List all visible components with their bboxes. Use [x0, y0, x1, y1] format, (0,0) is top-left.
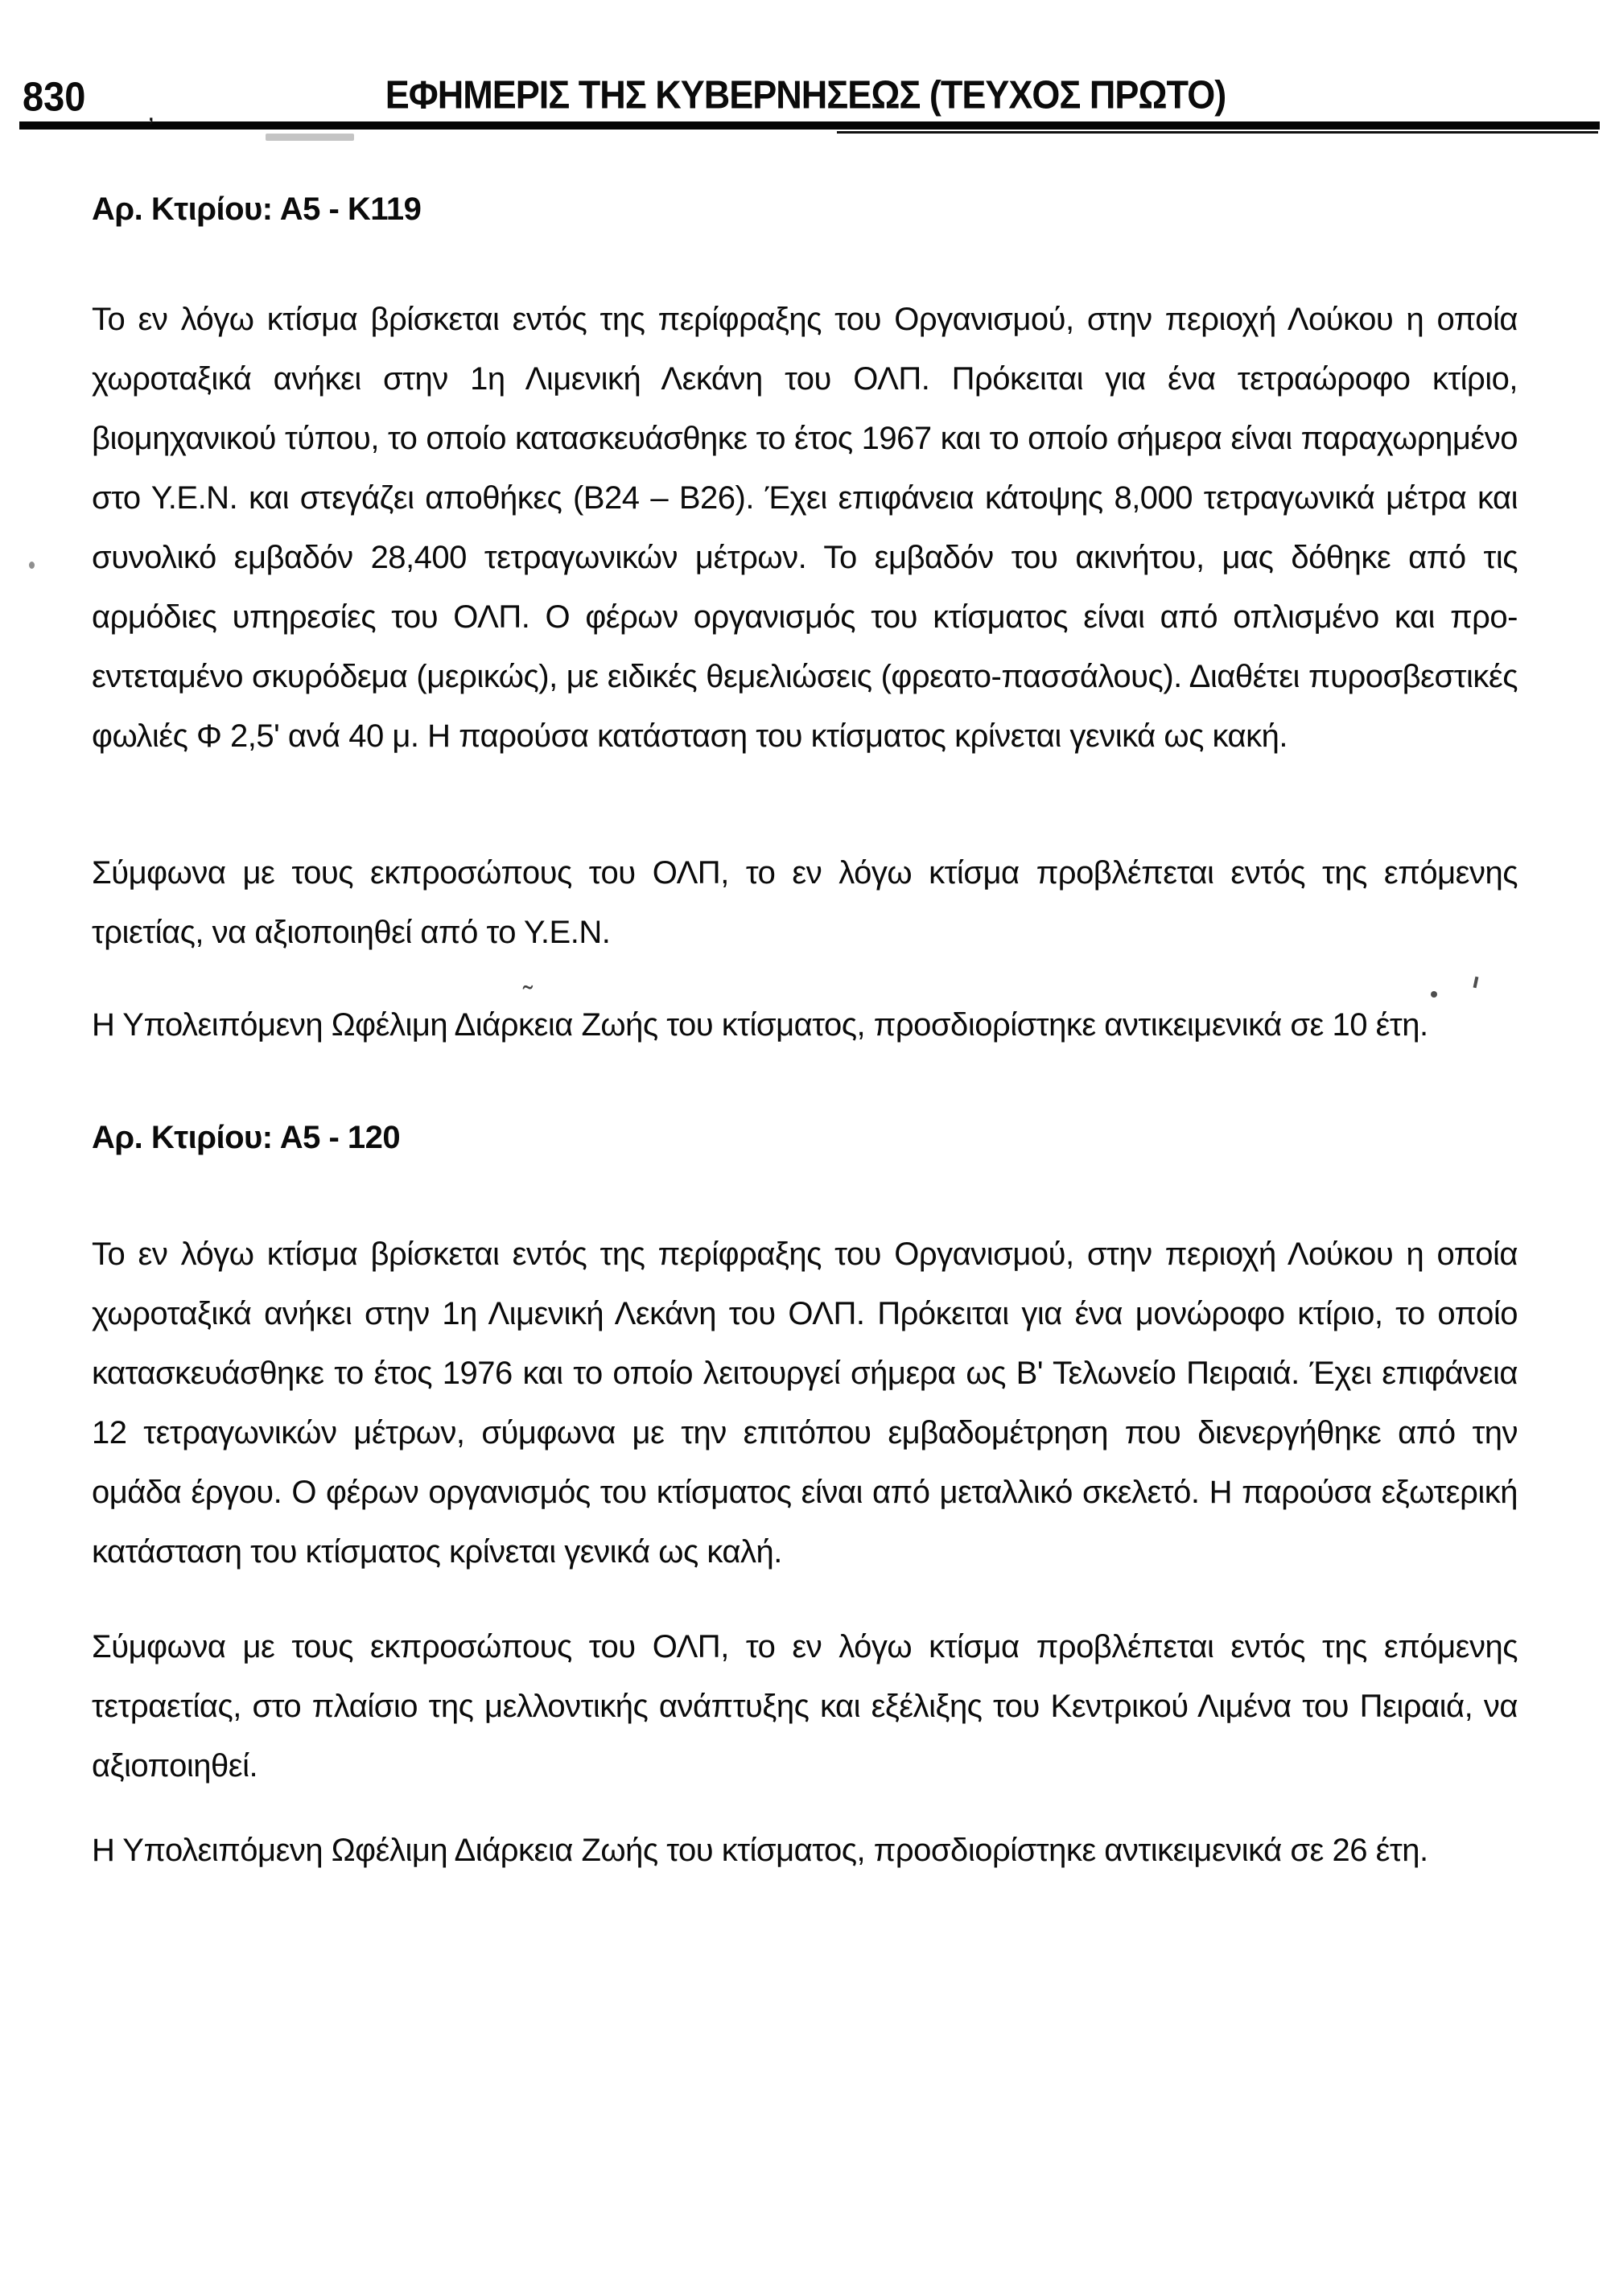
scan-smudge — [266, 134, 354, 141]
gazette-header-title: ΕΦΗΜΕΡΙΣ ΤΗΣ ΚΥΒΕΡΝΗΣΕΩΣ (ΤΕΥΧΟΣ ΠΡΩΤΟ) — [385, 72, 1226, 117]
header-rule — [19, 121, 1600, 130]
building-description-paragraph: Το εν λόγω κτίσμα βρίσκεται εντός της περίφραξης του Οργανισμού, στην περιοχή Λούκου η οποία χωροταξικά ανήκει στην 1η Λιμενική Λεκάνη του ΟΛΠ. Πρόκειται για ένα τετραώροφο κτίριο, βιομηχανικού τύπου, το οποίο κατασκευάσθηκε το έτος 1967 και το οποίο σήμερα είναι παραχωρημένο στο Υ.Ε.Ν. και στεγάζει αποθήκες (Β24 – Β26). Έχει επιφάνεια κάτοψης 8,000 τετραγωνικά μέτρα και συνολικό εμβαδόν 28,400 τετραγωνικών μέτρων. Το εμβαδόν του ακινήτου, μας δόθηκε από τις αρμόδιες υπηρεσίες του ΟΛΠ. Ο φέρων οργανισμός του κτίσματος είναι από οπλισμένο και προ-εντεταμένο σκυρόδεμα (μερικώς), με ειδικές θεμελιώσεις (φρεατο-πασσάλους). Διαθέτει πυροσβεστικές φωλιές Φ 2,5' ανά 40 μ. Η παρούσα κατάσταση του κτίσματος κρίνεται γενικά ως κακή. — [92, 302, 1518, 754]
utilization-paragraph: Σύμφωνα με τους εκπροσώπους του ΟΛΠ, το εν λόγω κτίσμα προβλέπεται εντός της επόμενης τριετίας, να αξιοποιηθεί από το Υ.Ε.Ν. — [92, 855, 1518, 950]
building-heading-a5-k119: Αρ. Κτιρίου: Α5 - Κ119 — [92, 191, 422, 227]
header-rule-thin — [837, 131, 1598, 134]
scan-dot-artifact — [29, 562, 35, 569]
page-number: 830 — [23, 72, 86, 120]
scan-tick-artifact — [1473, 977, 1479, 989]
scan-comma-artifact: , — [147, 97, 155, 127]
scan-tilde-artifact: ˜ — [523, 980, 533, 1013]
remaining-life-statement: Η Υπολειπόμενη Ωφέλιμη Διάρκεια Ζωής του κτίσματος, προσδιορίστηκε αντικειμενικά σε 10 έτη. — [92, 1007, 1428, 1043]
scan-dot-artifact — [1431, 991, 1437, 998]
remaining-life-statement: Η Υπολειπόμενη Ωφέλιμη Διάρκεια Ζωής του κτίσματος, προσδιορίστηκε αντικειμενικά σε 26 έτη. — [92, 1833, 1428, 1868]
utilization-paragraph: Σύμφωνα με τους εκπροσώπους του ΟΛΠ, το εν λόγω κτίσμα προβλέπεται εντός της επόμενης τετραετίας, στο πλαίσιο της μελλοντικής ανάπτυξης και εξέλιξης του Κεντρικού Λιμένα του Πειραιά, να αξιοποιηθεί. — [92, 1629, 1518, 1784]
building-description-paragraph: Το εν λόγω κτίσμα βρίσκεται εντός της περίφραξης του Οργανισμού, στην περιοχή Λούκου η οποία χωροταξικά ανήκει στην 1η Λιμενική Λεκάνη του ΟΛΠ. Πρόκειται για ένα μονώροφο κτίριο, το οποίο κατασκευάσθηκε το έτος 1976 και το οποίο λειτουργεί σήμερα ως Β' Τελωνείο Πειραιά. Έχει επιφάνεια 12 τετραγωνικών μέτρων, σύμφωνα με την επιτόπου εμβαδομέτρηση που διενεργήθηκε από την ομάδα έργου. Ο φέρων οργανισμός του κτίσματος είναι από μεταλλικό σκελετό. Η παρούσα εξωτερική κατάσταση του κτίσματος κρίνεται γενικά ως καλή. — [92, 1236, 1518, 1570]
building-heading-a5-120: Αρ. Κτιρίου: Α5 - 120 — [92, 1120, 401, 1155]
